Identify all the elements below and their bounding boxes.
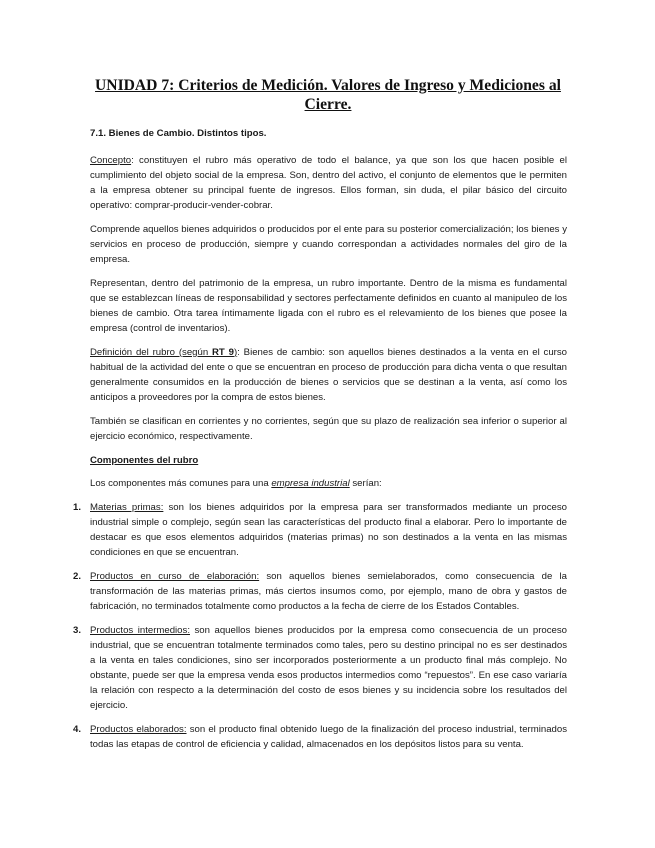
list-item-term: Productos en curso de elaboración: (90, 571, 260, 582)
paragraph-concepto (90, 153, 567, 213)
componentes-intro-pre: Los componentes más comunes para una (90, 478, 272, 489)
list-item-number: 1. (73, 502, 82, 513)
paragraph-definicion (90, 345, 567, 405)
document-title: UNIDAD 7: Criterios de Medición. Valores de Ingreso y Mediciones al Cierre. (95, 77, 561, 113)
definicion-label-pre: Definición del rubro (según (90, 347, 212, 358)
list-item-term: Materias primas: (90, 502, 164, 513)
componentes-intro-post: serían: (349, 478, 382, 489)
paragraph-clasifican: También se clasifican en corrientes y no corrientes, según que su plazo de realización sea inferior o superior al ejercicio económico, respectivamente. (90, 416, 567, 442)
paragraph-comprende: Comprende aquellos bienes adquiridos o producidos por el ente para su posterior comercialización; los bienes y servicios en proceso de producción, siempre y cuando correspondan a actividades normales del giro de la empresa. (90, 224, 567, 265)
concepto-label: Concepto (90, 155, 132, 166)
list-item-number: 4. (73, 724, 82, 735)
list-item-text: son aquellos bienes producidos por la empresa como consecuencia de un proceso industrial, que se encuentran totalmente terminados como tales, pero su destino principal no es ser destinados a la venta en tales condiciones, sino ser incorporados posteriormente a un producto final más complejo. No obstante, puede ser que la empresa venda esos productos intermedios como “repuestos”. En ese caso variaría la relación con respecto a la determinación del costo de esos bienes y su incidencia sobre los resultados del ejercicio. (90, 625, 567, 711)
list-item-text: son el producto final obtenido luego de la finalización del proceso industrial, terminados todas las etapas de control de eficiencia y calidad, almacenados en los depósitos listos para su venta. (90, 724, 568, 750)
definicion-label-rt: RT 9 (212, 347, 234, 358)
list-item (73, 623, 567, 713)
list-item-text: son aquellos bienes semielaborados, como consecuencia de la transformación de las materias primas, más ciertos insumos como, por ejemplo, mano de obra y gastos de fabricación, no terminados totalmente como productos a la fecha de cierre de los Estados Contables. (90, 571, 567, 612)
componentes-intro-em: empresa industrial (271, 478, 350, 489)
componentes-heading: Componentes del rubro (90, 455, 199, 466)
list-item-number: 3. (73, 625, 82, 636)
list-item-term: Productos elaborados: (90, 724, 187, 735)
list-item (73, 722, 568, 752)
list-item-number: 2. (73, 571, 82, 582)
definicion-text: : Bienes de cambio: son aquellos bienes destinados a la venta en el curso habitual de la actividad del ente o que se encuentran en proceso de producción para dicha venta o que resultan generalmente consumidos en la producción de bienes o servicios que se destinan a la venta, así como los anticipos a proveedores por la compra de estos bienes. (90, 347, 568, 403)
definicion-label (90, 347, 237, 358)
paragraph-representan: Representan, dentro del patrimonio de la empresa, un rubro importante. Dentro de la misma es fundamental que se establezcan líneas de responsabilidad y sectores perfectamente definidos en cuanto al manipuleo de los bienes de cambio. Otra tarea íntimamente ligada con el rubro es el relevamiento de los bienes que posee la empresa (control de inventarios). (90, 278, 567, 334)
list-item-term: Productos intermedios: (90, 625, 190, 636)
section-subtitle: 7.1. Bienes de Cambio. Distintos tipos. (90, 128, 267, 139)
concepto-text: : constituyen el rubro más operativo de todo el balance, ya que son los que hacen posible el cumplimiento del objeto social de la empresa. Son, dentro del activo, el conjunto de elementos que le permiten a la empresa obtener su principal fuente de ingresos. Ellos forman, sin duda, el pilar básico del circuito operativo: comprar-producir-vender-cobrar. (90, 155, 567, 211)
document-body (73, 126, 568, 761)
list-item (73, 569, 567, 614)
componentes-intro (90, 476, 567, 491)
list-item-text: son los bienes adquiridos por la empresa para ser transformados mediante un proceso industrial simple o complejo, según sean las características del producto final a elaborar. Pero lo importante de destacar es que esos elementos adquiridos (materias primas) no son destinados a la venta en las mismas condiciones en que se encuentran. (90, 502, 568, 558)
definicion-label-post: ) (233, 347, 238, 358)
componentes-list (73, 500, 568, 752)
list-item (73, 500, 568, 560)
